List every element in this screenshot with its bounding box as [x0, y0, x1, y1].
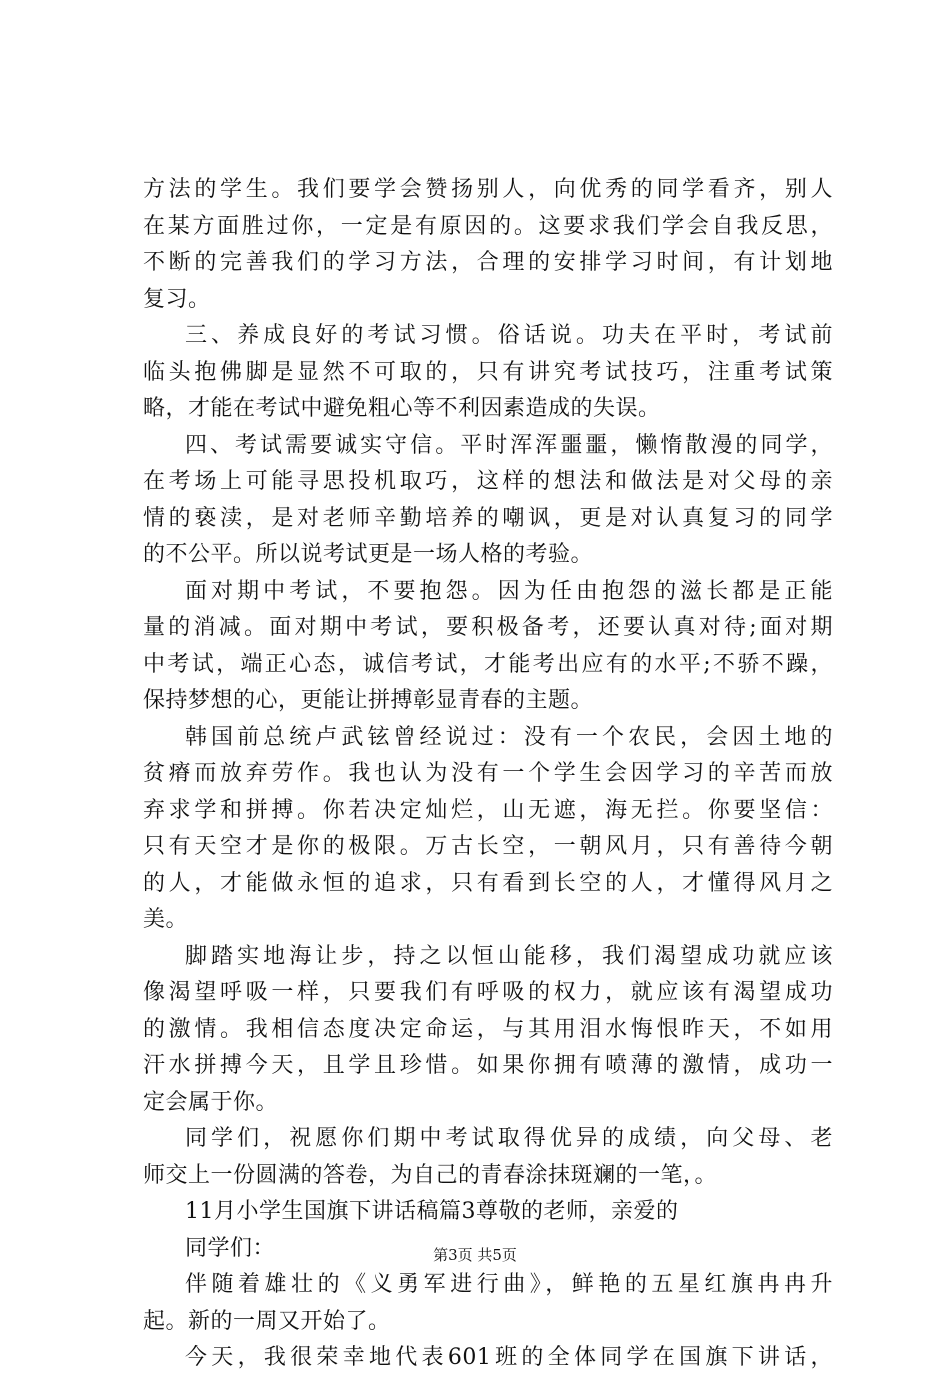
text-line: 伴随着雄壮的《义勇军进行曲》，鲜艳的五星红旗冉冉升 [185, 1272, 833, 1297]
text-line: 四、考试需要诚实守信。平时浑浑噩噩，懒惰散漫的同学， [185, 432, 833, 458]
text-line: 的不公平。所以说考试更是一场人格的考验。 [143, 542, 594, 567]
text-line: 汗水拼搏今天，且学且珍惜。如果你拥有喷薄的激情，成功一 [143, 1053, 833, 1078]
text-line: 同学们： [185, 1235, 276, 1261]
text-line: 起。新的一周又开始了。 [143, 1308, 391, 1334]
text-line: 师交上一份圆满的答卷，为自己的青春涂抹斑斓的一笔，。 [143, 1162, 718, 1188]
text-line: 不断的完善我们的学习方法，合理的安排学习时间，有计划地 [143, 250, 833, 275]
text-line: 弃求学和拼搏。你若决定灿烂，山无遮，海无拦。你要坚信： [143, 797, 833, 823]
text-line: 只有天空才是你的极限。万古长空，一朝风月，只有善待今朝 [143, 834, 833, 859]
text-line: 同学们，祝愿你们期中考试取得优异的成绩，向父母、老 [185, 1126, 833, 1151]
text-line: 的激情。我相信态度决定命运，与其用泪水悔恨昨天，不如用 [143, 1016, 833, 1042]
text-line: 脚踏实地海让步，持之以恒山能移，我们渴望成功就应该 [185, 943, 833, 969]
text-line: 面对期中考试，不要抱怨。因为任由抱怨的滋长都是正能 [185, 578, 833, 604]
text-line: 在某方面胜过你，一定是有原因的。这要求我们学会自我反思， [143, 213, 833, 239]
page-number-footer: 第3页 共5页 [433, 1246, 517, 1264]
text-line: 像渴望呼吸一样，只要我们有呼吸的权力，就应该有渴望成功 [143, 980, 833, 1005]
text-line: 11月小学生国旗下讲话稿篇3尊敬的老师，亲爱的 [185, 1199, 679, 1224]
text-line: 临头抱佛脚是显然不可取的，只有讲究考试技巧，注重考试策 [143, 359, 833, 385]
text-line: 在考场上可能寻思投机取巧，这样的想法和做法是对父母的亲 [143, 469, 833, 494]
text-line: 的人，才能做永恒的追求，只有看到长空的人，才懂得风月之 [143, 870, 833, 896]
text-line: 复习。 [143, 286, 211, 312]
text-line: 美。 [143, 907, 189, 932]
text-line: 今天，我很荣幸地代表601班的全体同学在国旗下讲话， [185, 1345, 833, 1370]
document-body [143, 172, 833, 1377]
text-line: 中考试，端正心态，诚信考试，才能考出应有的水平;不骄不躁， [143, 651, 833, 677]
text-line: 量的消减。面对期中考试，要积极备考，还要认真对待;面对期 [143, 615, 833, 640]
text-line: 贫瘠而放弃劳作。我也认为没有一个学生会因学习的辛苦而放 [143, 761, 833, 786]
text-line: 情的亵渎，是对老师辛勤培养的嘲讽，更是对认真复习的同学 [143, 505, 833, 531]
text-line: 三、养成良好的考试习惯。俗话说。功夫在平时，考试前 [185, 323, 833, 348]
text-line: 定会属于你。 [143, 1089, 279, 1115]
text-line: 略，才能在考试中避免粗心等不利因素造成的失误。 [143, 396, 661, 421]
text-line: 韩国前总统卢武铉曾经说过：没有一个农民，会因土地的 [185, 724, 833, 750]
text-line: 保持梦想的心，更能让拼搏彰显青春的主题。 [143, 688, 594, 713]
text-line: 方法的学生。我们要学会赞扬别人，向优秀的同学看齐，别人 [143, 177, 833, 202]
